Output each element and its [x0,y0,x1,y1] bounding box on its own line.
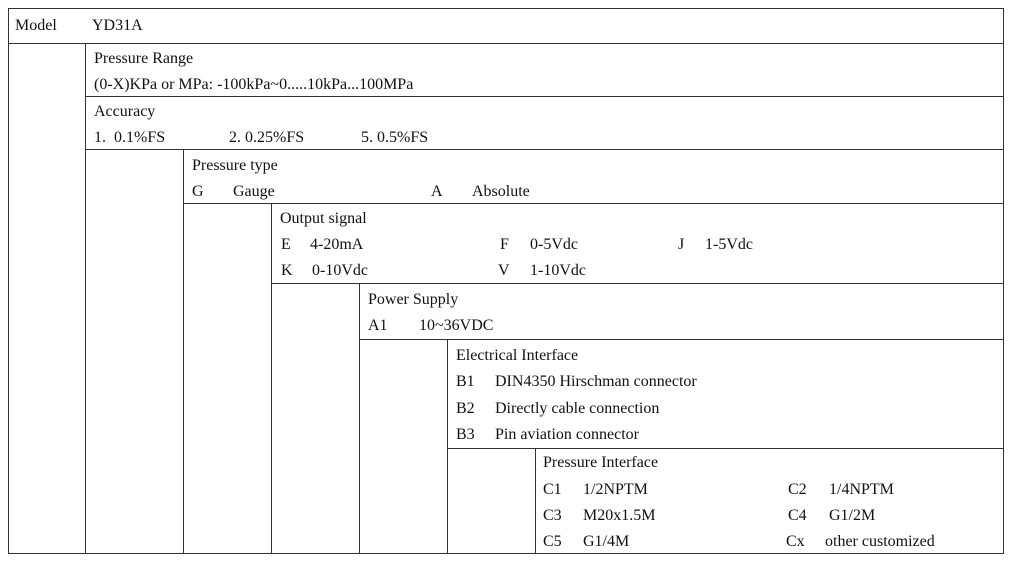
pressure-interface-title: Pressure Interface [543,454,659,471]
pressure-range-title: Pressure Range [94,50,194,67]
option-code: C4 [788,507,807,524]
option-code: A1 [368,317,388,334]
option-label: Pin aviation connector [495,426,639,443]
rule-col1 [85,43,86,554]
option-label: M20x1.5M [583,507,656,524]
option-code: C3 [543,507,562,524]
option-label: G1/4M [583,533,630,550]
rule-col6 [535,448,536,554]
rule-type-bottom [183,203,1004,204]
rule-left [8,8,9,554]
rule-bottom [8,553,1004,554]
option-label: 1-5Vdc [705,236,753,253]
accuracy-option: 1. 0.1%FS [94,129,166,146]
model-value: YD31A [92,17,143,34]
option-code: Cx [786,533,805,550]
option-code: B3 [456,426,475,443]
rule-accuracy-bottom [85,149,1004,150]
rule-right [1003,8,1004,554]
option-label: Absolute [472,183,530,200]
accuracy-option: 5. 0.5%FS [361,129,429,146]
option-label: 1/4NPTM [829,481,894,498]
model-label: Model [15,17,57,34]
pressure-range-spec: (0-X)KPa or MPa: -100kPa~0.....10kPa...100MPa [94,76,414,93]
rule-range-bottom [85,96,1004,97]
option-code: K [281,262,293,279]
option-label: other customized [825,533,935,550]
rule-col5 [447,339,448,554]
power-supply-title: Power Supply [368,291,459,308]
rule-output-bottom [271,283,1004,284]
option-code: C1 [543,481,562,498]
option-label: 10~36VDC [419,317,494,334]
rule-top [8,8,1004,9]
option-code: V [498,262,510,279]
option-label: 1-10Vdc [530,262,586,279]
rule-power-bottom [359,339,1004,340]
option-code: E [281,236,291,253]
option-code: C5 [543,533,562,550]
option-code: C2 [788,481,807,498]
option-label: 0-5Vdc [530,236,578,253]
option-code: G [192,183,204,200]
option-label: 0-10Vdc [312,262,368,279]
option-label: Directly cable connection [495,400,660,417]
rule-model-bottom [8,43,1004,44]
option-label: 4-20mA [310,236,364,253]
accuracy-option: 2. 0.25%FS [229,129,305,146]
option-code: B2 [456,400,475,417]
rule-electrical-bottom [447,448,1004,449]
option-label: G1/2M [829,507,876,524]
pressure-type-title: Pressure type [192,157,278,174]
accuracy-title: Accuracy [94,103,156,120]
option-label: DIN4350 Hirschman connector [495,373,697,390]
option-code: J [678,236,685,253]
option-code: F [500,236,509,253]
option-code: B1 [456,373,475,390]
output-signal-title: Output signal [280,210,367,227]
rule-col4 [359,283,360,554]
electrical-interface-title: Electrical Interface [456,347,579,364]
option-label: Gauge [233,183,275,200]
option-code: A [431,183,443,200]
rule-col3 [271,203,272,554]
option-label: 1/2NPTM [583,481,648,498]
rule-col2 [183,149,184,554]
